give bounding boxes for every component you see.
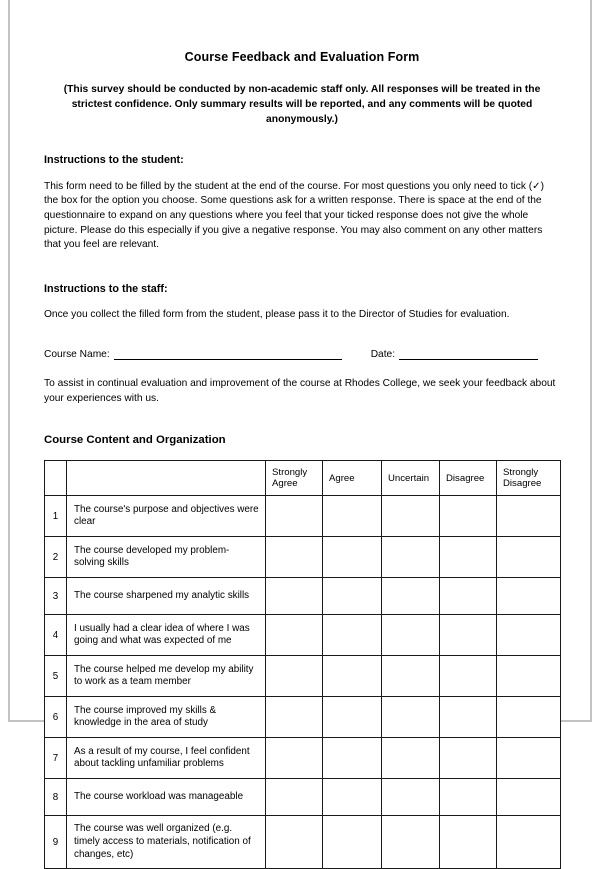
- course-date-field-row: [44, 348, 560, 360]
- page-title: Course Feedback and Evaluation Form: [184, 50, 420, 64]
- answer-cell-disagree[interactable]: [440, 738, 497, 779]
- row-question: The course helped me develop my ability to work as a team member: [67, 656, 266, 697]
- header-strongly-disagree: Strongly Disagree: [497, 461, 561, 496]
- row-question: The course's purpose and objectives were clear: [67, 496, 266, 537]
- row-question: As a result of my course, I feel confident about tackling unfamiliar problems: [67, 738, 266, 779]
- answer-cell-disagree[interactable]: [440, 537, 497, 578]
- answer-cell-strongly-disagree[interactable]: [497, 697, 561, 738]
- answer-cell-agree[interactable]: [323, 537, 382, 578]
- answer-cell-strongly-agree[interactable]: [266, 615, 323, 656]
- course-name-input[interactable]: [114, 348, 342, 360]
- row-number: 3: [45, 578, 67, 615]
- table-row: [45, 779, 561, 816]
- answer-cell-strongly-disagree[interactable]: [497, 816, 561, 869]
- answer-cell-agree[interactable]: [323, 578, 382, 615]
- row-question: The course was well organized (e.g. timely access to materials, notification of changes, etc): [67, 816, 266, 869]
- answer-cell-strongly-disagree[interactable]: [497, 578, 561, 615]
- answer-cell-strongly-agree[interactable]: [266, 816, 323, 869]
- header-agree: Agree: [323, 461, 382, 496]
- answer-cell-agree[interactable]: [323, 779, 382, 816]
- header-question-column: [67, 461, 266, 496]
- answer-cell-uncertain[interactable]: [382, 779, 440, 816]
- answer-cell-strongly-agree[interactable]: [266, 738, 323, 779]
- answer-cell-disagree[interactable]: [440, 615, 497, 656]
- answer-cell-strongly-agree[interactable]: [266, 697, 323, 738]
- answer-cell-uncertain[interactable]: [382, 578, 440, 615]
- survey-table: [44, 460, 561, 869]
- answer-cell-uncertain[interactable]: [382, 738, 440, 779]
- header-strongly-agree: Strongly Agree: [266, 461, 323, 496]
- header-uncertain: Uncertain: [382, 461, 440, 496]
- row-number: 7: [45, 738, 67, 779]
- answer-cell-agree[interactable]: [323, 738, 382, 779]
- answer-cell-strongly-disagree[interactable]: [497, 537, 561, 578]
- table-row: [45, 615, 561, 656]
- answer-cell-disagree[interactable]: [440, 816, 497, 869]
- document-content: [44, 0, 560, 869]
- answer-cell-strongly-disagree[interactable]: [497, 496, 561, 537]
- table-header-row: [45, 461, 561, 496]
- table-row: [45, 578, 561, 615]
- answer-cell-agree[interactable]: [323, 496, 382, 537]
- date-input[interactable]: [399, 348, 538, 360]
- answer-cell-disagree[interactable]: [440, 697, 497, 738]
- table-row: [45, 656, 561, 697]
- answer-cell-agree[interactable]: [323, 816, 382, 869]
- row-number: 9: [45, 816, 67, 869]
- survey-disclaimer: (This survey should be conducted by non-academic staff only. All responses will be treated in the strictest confidence. Only summary results will be reported, and any comments will be quoted anonymously.): [63, 84, 541, 125]
- answer-cell-strongly-agree[interactable]: [266, 578, 323, 615]
- answer-cell-uncertain[interactable]: [382, 816, 440, 869]
- course-name-label: Course Name:: [44, 349, 110, 361]
- staff-instructions-heading: Instructions to the staff:: [44, 282, 168, 295]
- answer-cell-strongly-agree[interactable]: [266, 537, 323, 578]
- survey-section-title: Course Content and Organization: [44, 434, 226, 447]
- answer-cell-strongly-disagree[interactable]: [497, 738, 561, 779]
- staff-instructions-text: Once you collect the filled form from the student, please pass it to the Director of Studies for evaluation.: [44, 308, 510, 320]
- answer-cell-uncertain[interactable]: [382, 656, 440, 697]
- answer-cell-uncertain[interactable]: [382, 496, 440, 537]
- answer-cell-strongly-disagree[interactable]: [497, 615, 561, 656]
- closing-text: To assist in continual evaluation and improvement of the course at Rhodes College, we seek your feedback about your experiences with us.: [44, 378, 556, 404]
- answer-cell-strongly-agree[interactable]: [266, 656, 323, 697]
- student-instructions-text: This form need to be filled by the student at the end of the course. For most questions you only need to tick (✓) the box for the option you choose. Some questions ask for a written response. There is space at the end of the questionnaire to expand on any questions where you feel that your ticked response does not give the whole picture. Please do this especially if you give a negative response. You may also comment on any other matters that you feel are relevant.: [44, 180, 545, 251]
- answer-cell-uncertain[interactable]: [382, 615, 440, 656]
- table-row: [45, 537, 561, 578]
- table-row: [45, 697, 561, 738]
- answer-cell-agree[interactable]: [323, 656, 382, 697]
- survey-table-body: [45, 496, 561, 869]
- answer-cell-uncertain[interactable]: [382, 697, 440, 738]
- table-row: [45, 816, 561, 869]
- row-question: The course developed my problem-solving skills: [67, 537, 266, 578]
- answer-cell-uncertain[interactable]: [382, 537, 440, 578]
- row-number: 2: [45, 537, 67, 578]
- answer-cell-strongly-agree[interactable]: [266, 496, 323, 537]
- row-number: 8: [45, 779, 67, 816]
- answer-cell-strongly-disagree[interactable]: [497, 656, 561, 697]
- row-number: 1: [45, 496, 67, 537]
- student-instructions-heading: Instructions to the student:: [44, 153, 184, 166]
- row-question: The course sharpened my analytic skills: [67, 578, 266, 615]
- date-label: Date:: [370, 349, 396, 361]
- row-question: I usually had a clear idea of where I was going and what was expected of me: [67, 615, 266, 656]
- answer-cell-strongly-disagree[interactable]: [497, 779, 561, 816]
- answer-cell-disagree[interactable]: [440, 779, 497, 816]
- header-number-column: [45, 461, 67, 496]
- answer-cell-agree[interactable]: [323, 615, 382, 656]
- table-row: [45, 738, 561, 779]
- table-row: [45, 496, 561, 537]
- answer-cell-strongly-agree[interactable]: [266, 779, 323, 816]
- row-question: The course workload was manageable: [67, 779, 266, 816]
- answer-cell-disagree[interactable]: [440, 578, 497, 615]
- answer-cell-disagree[interactable]: [440, 656, 497, 697]
- row-question: The course improved my skills & knowledge in the area of study: [67, 697, 266, 738]
- answer-cell-agree[interactable]: [323, 697, 382, 738]
- header-disagree: Disagree: [440, 461, 497, 496]
- document-page: [8, 0, 592, 860]
- row-number: 6: [45, 697, 67, 738]
- row-number: 5: [45, 656, 67, 697]
- row-number: 4: [45, 615, 67, 656]
- answer-cell-disagree[interactable]: [440, 496, 497, 537]
